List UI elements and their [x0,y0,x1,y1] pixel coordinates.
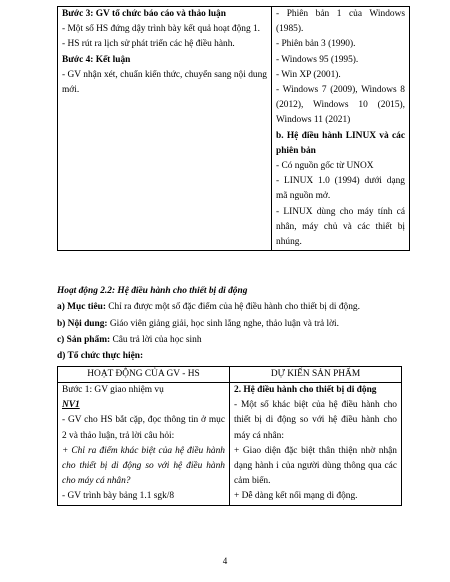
product-line: - LINUX dùng cho máy tính cá nhân, máy chủ và các thiết bị nhúng. [276,206,405,248]
product-line: - Win XP (2001). [276,69,341,80]
product-text: Câu trả lời của học sinh [110,335,202,345]
step-4-line-1: - GV nhận xét, chuẩn kiến thức, chuyển sang nội dung mới. [62,69,267,96]
step-3-heading: Bước 3: GV tổ chức báo cáo và thảo luận [62,9,226,19]
task-label: NV1 [62,400,80,411]
expected-product-column [230,383,402,506]
product-line: - Có nguồn gốc từ UNOX [276,161,374,172]
activity-table-1 [57,6,410,251]
expected-product-column [272,7,410,251]
teacher-student-column [58,7,272,251]
organization-label: d) Tổ chức thực hiện: [57,351,144,361]
task-table-ref: - GV trình bày bảng 1.1 sgk/8 [62,491,175,502]
product-line: + Giao diện đặc biệt thân thiện nhờ nhận dạng hành i của người dùng thông qua các cảm biến. [234,445,397,487]
content-label: b) Nội dung: [57,319,108,329]
page-number: 4 [222,556,228,566]
step-3-line-1: - Một số HS đứng dậy trình bày kết quả hoạt động 1. [62,24,261,35]
step-4-heading: Bước 4: Kết luận [62,54,131,65]
content-line [57,318,339,330]
step-1-heading: Bước 1: GV giao nhiệm vụ [62,385,164,395]
content-text: Giáo viên giảng giải, học sinh lắng nghe, thảo luận và trả lời. [107,319,340,329]
objective-line [57,301,360,313]
step-3-line-2: - HS rút ra lịch sử phát triển các hệ điều hành. [62,39,235,50]
teacher-student-column [58,383,230,506]
task-instruction: - GV cho HS bắt cặp, đọc thông tin ở mục 2 và thảo luận, trả lời câu hỏi: [62,415,225,441]
product-line: - Phiên bản 3 (1990). [276,39,356,50]
task-question: + Chỉ ra điểm khác biệt của hệ điều hành cho thiết bị di động so với hệ điều hành cho máy cá nhân? [62,445,225,487]
product-line [57,334,202,346]
product-line: - Windows 95 (1995). [276,54,359,65]
product-label: c) Sản phẩm: [57,335,111,345]
product-line: - Windows 7 (2009), Windows 8 (2012), Windows 10 (2015), Windows 11 (2021) [276,85,405,126]
activity-heading: Hoạt động 2.2: Hệ điều hành cho thiết bị di động [57,286,248,296]
product-line: + Dễ dàng kết nối mạng di động. [234,491,358,502]
mobile-os-heading: 2. Hệ điều hành cho thiết bị di động [234,385,377,395]
linux-heading: b. Hệ điều hành LINUX và các phiên bản [276,130,405,156]
product-line: - Phiên bản 1 của Windows (1985). [276,9,405,35]
product-line: - Một số khác biệt của hệ điều hành cho thiết bị di động so với hệ điều hành cho máy cá nhân: [234,400,397,441]
objective-label: a) Mục tiêu: [57,302,106,312]
activity-table-2 [57,366,402,506]
header-expected-product: DỰ KIẾN SẢN PHẨM [230,367,402,383]
objective-text: Chỉ ra được một số đặc điểm của hệ điều hành cho thiết bị di động. [105,302,360,312]
product-line: - LINUX 1.0 (1994) dưới dạng mã nguồn mở. [276,176,405,202]
header-activities: HOẠT ĐỘNG CỦA GV - HS [58,367,230,383]
